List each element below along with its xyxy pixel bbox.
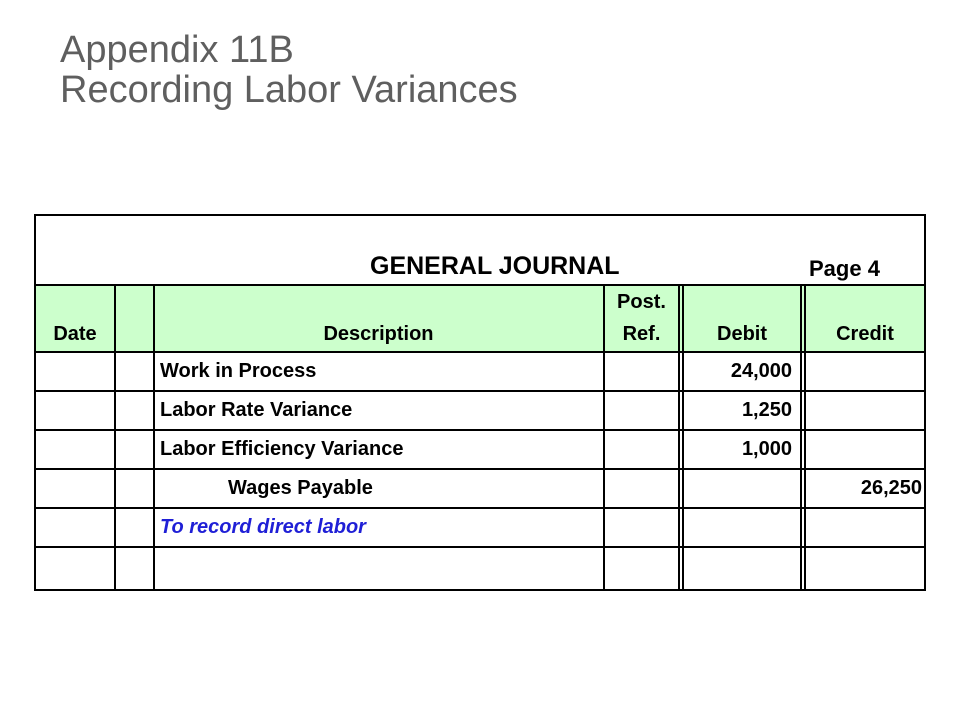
debit-column-divider-b — [682, 284, 684, 589]
row-credit — [808, 509, 922, 546]
row-description: Work in Process — [160, 360, 317, 382]
description-column-divider — [153, 284, 155, 589]
row-debit: 24,000 — [730, 360, 792, 382]
row-credit — [808, 392, 922, 429]
journal-header-row — [36, 284, 924, 353]
journal-row — [36, 431, 924, 470]
general-journal — [34, 214, 926, 591]
journal-row — [36, 509, 924, 548]
row-description: Labor Rate Variance — [160, 399, 353, 421]
row-description: Labor Efficiency Variance — [160, 438, 404, 460]
date-day-divider — [114, 353, 116, 589]
row-debit — [686, 470, 792, 507]
debit-column-divider-a — [678, 284, 680, 589]
slide-title-line-1: Appendix 11B — [60, 29, 294, 71]
slide-title — [60, 30, 518, 110]
header-post-ref-line-1: Post. — [617, 291, 666, 313]
header-debit: Debit — [717, 323, 767, 345]
credit-column-divider-a — [800, 284, 802, 589]
journal-title: GENERAL JOURNAL — [370, 252, 620, 280]
slide-title-line-2: Recording Labor Variances — [60, 69, 518, 111]
journal-row — [36, 392, 924, 431]
row-credit — [808, 548, 922, 585]
row-debit — [686, 509, 792, 546]
journal-page-number: Page 4 — [809, 256, 880, 281]
journal-row — [36, 470, 924, 509]
row-description: Wages Payable — [228, 477, 373, 499]
row-memo: To record direct labor — [160, 516, 366, 538]
row-debit: 1,250 — [741, 399, 792, 421]
row-debit: 1,000 — [741, 438, 792, 460]
row-debit — [686, 548, 792, 585]
header-date: Date — [53, 323, 97, 345]
header-credit: Credit — [836, 323, 894, 345]
row-credit: 26,250 — [860, 477, 922, 499]
journal-row — [36, 548, 924, 587]
row-credit — [808, 431, 922, 468]
post-ref-column-divider — [603, 284, 605, 589]
credit-column-divider-b — [804, 284, 806, 589]
header-description: Description — [323, 323, 434, 345]
header-post-ref-line-2: Ref. — [622, 323, 661, 345]
journal-row — [36, 353, 924, 392]
row-credit — [808, 353, 922, 390]
